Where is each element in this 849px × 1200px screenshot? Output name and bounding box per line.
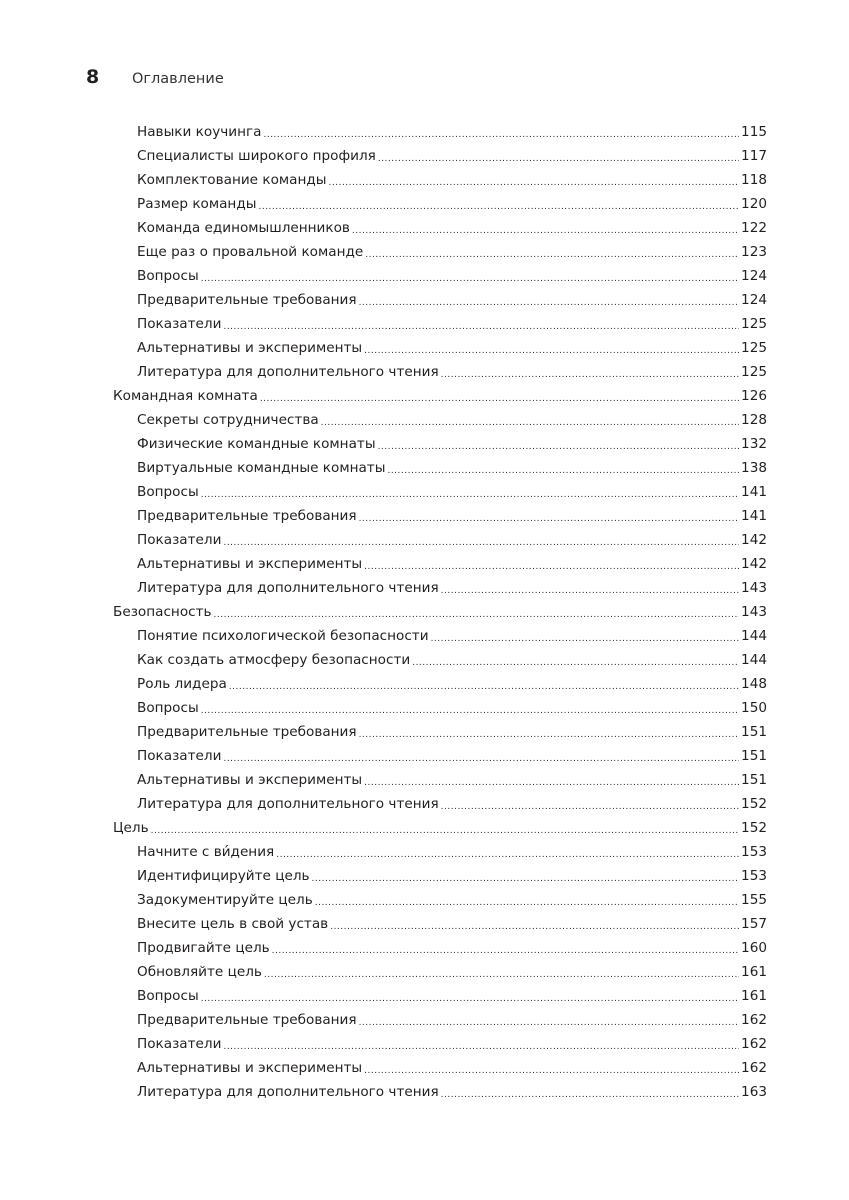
toc-entry-title: Внесите цель в свой устав: [137, 916, 329, 932]
toc-section-entry[interactable]: [137, 408, 767, 432]
toc-entry-title: Идентифицируйте цель: [137, 868, 310, 884]
toc-section-entry[interactable]: [137, 1080, 767, 1104]
toc-section-entry[interactable]: [137, 192, 767, 216]
toc-entry-page: 162: [741, 1036, 767, 1052]
dot-leader: [264, 970, 739, 980]
toc-section-entry[interactable]: [137, 1008, 767, 1032]
toc-entry-page: 157: [741, 916, 767, 932]
toc-section-entry[interactable]: [137, 744, 767, 768]
toc-section-entry[interactable]: [137, 912, 767, 936]
toc-entry-title: Показатели: [137, 748, 222, 764]
toc-entry-title: Предварительные требования: [137, 292, 357, 308]
toc-entry-title: Продвигайте цель: [137, 940, 270, 956]
toc-entry-title: Как создать атмосферу безопасности: [137, 652, 411, 668]
toc-section-entry[interactable]: [137, 288, 767, 312]
dot-leader: [260, 394, 739, 404]
toc-entry-title: Команда единомышленников: [137, 220, 350, 236]
toc-section-entry[interactable]: [137, 984, 767, 1008]
toc-entry-page: 153: [741, 844, 767, 860]
dot-leader: [441, 1090, 739, 1100]
toc-entry-title: Цель: [113, 820, 149, 836]
toc-entry-title: Задокументируйте цель: [137, 892, 313, 908]
toc-entry-page: 132: [741, 436, 767, 452]
dot-leader: [263, 130, 739, 140]
toc-section-entry[interactable]: [137, 696, 767, 720]
dot-leader: [223, 754, 739, 764]
toc-entry-title: Вопросы: [137, 700, 199, 716]
toc-section-entry[interactable]: [137, 888, 767, 912]
toc-entry-page: 141: [741, 508, 767, 524]
toc-entry-page: 125: [741, 364, 767, 380]
toc-entry-title: Понятие психологической безопасности: [137, 628, 429, 644]
toc-chapter-entry[interactable]: [113, 600, 767, 624]
toc-entry-title: Командная комната: [113, 388, 258, 404]
dot-leader: [364, 778, 739, 788]
toc-entry-page: 123: [741, 244, 767, 260]
toc-entry-page: 152: [741, 820, 767, 836]
toc-entry-page: 125: [741, 340, 767, 356]
dot-leader: [223, 322, 739, 332]
toc-entry-page: 124: [741, 292, 767, 308]
dot-leader: [359, 1018, 739, 1028]
toc-entry-title: Роль лидера: [137, 676, 227, 692]
toc-entry-page: 120: [741, 196, 767, 212]
dot-leader: [359, 730, 739, 740]
toc-chapter-entry[interactable]: [113, 384, 767, 408]
dot-leader: [201, 490, 739, 500]
dot-leader: [441, 586, 739, 596]
toc-section-entry[interactable]: [137, 936, 767, 960]
toc-entry-page: 115: [741, 124, 767, 140]
toc-section-entry[interactable]: [137, 216, 767, 240]
toc-entry-title: Альтернативы и эксперименты: [137, 340, 363, 356]
toc-entry-page: 155: [741, 892, 767, 908]
toc-entry-title: Предварительные требования: [137, 724, 357, 740]
dot-leader: [276, 850, 739, 860]
toc-chapter-entry[interactable]: [113, 816, 767, 840]
toc-section-entry[interactable]: [137, 1056, 767, 1080]
toc-entry-title: Альтернативы и эксперименты: [137, 556, 363, 572]
toc-section-entry[interactable]: [137, 576, 767, 600]
dot-leader: [229, 682, 739, 692]
toc-section-entry[interactable]: [137, 672, 767, 696]
running-title: Оглавление: [132, 71, 224, 87]
dot-leader: [223, 1042, 739, 1052]
toc-section-entry[interactable]: [137, 960, 767, 984]
dot-leader: [201, 274, 739, 284]
toc-entry-page: 128: [741, 412, 767, 428]
dot-leader: [431, 634, 739, 644]
toc-entry-title: Размер команды: [137, 196, 257, 212]
toc-section-entry[interactable]: [137, 720, 767, 744]
toc-entry-page: 163: [741, 1084, 767, 1100]
dot-leader: [272, 946, 739, 956]
toc-entry-title: Комплектование команды: [137, 172, 327, 188]
dot-leader: [321, 418, 739, 428]
toc-entry-title: Литература для дополнительного чтения: [137, 796, 439, 812]
toc-entry-title: Литература для дополнительного чтения: [137, 1084, 439, 1100]
toc-entry-title: Навыки коучинга: [137, 124, 262, 140]
toc-section-entry[interactable]: [137, 840, 767, 864]
toc-section-entry[interactable]: [137, 480, 767, 504]
toc-entry-page: 143: [741, 604, 767, 620]
toc-entry-page: 160: [741, 940, 767, 956]
toc-entry-page: 151: [741, 724, 767, 740]
toc-entry-title: Показатели: [137, 1036, 222, 1052]
toc-entry-title: Виртуальные командные комнаты: [137, 460, 386, 476]
toc-section-entry[interactable]: [137, 864, 767, 888]
toc-entry-title: Специалисты широкого профиля: [137, 148, 376, 164]
toc-section-entry[interactable]: [137, 1032, 767, 1056]
toc-entry-page: 142: [741, 556, 767, 572]
dot-leader: [378, 442, 739, 452]
dot-leader: [151, 826, 739, 836]
toc-section-entry[interactable]: [137, 360, 767, 384]
dot-leader: [223, 538, 739, 548]
dot-leader: [387, 466, 739, 476]
toc-section-entry[interactable]: [137, 240, 767, 264]
dot-leader: [352, 226, 739, 236]
toc-entry-page: 125: [741, 316, 767, 332]
toc-entry-title: Вопросы: [137, 484, 199, 500]
toc-section-entry[interactable]: [137, 336, 767, 360]
dot-leader: [258, 202, 739, 212]
dot-leader: [412, 658, 739, 668]
toc-entry-title: Предварительные требования: [137, 508, 357, 524]
toc-entry-page: 161: [741, 988, 767, 1004]
toc-entry-page: 152: [741, 796, 767, 812]
dot-leader: [378, 154, 739, 164]
toc-section-entry[interactable]: [137, 768, 767, 792]
dot-leader: [201, 706, 739, 716]
toc-entry-page: 126: [741, 388, 767, 404]
toc-entry-page: 118: [741, 172, 767, 188]
dot-leader: [359, 298, 739, 308]
toc-entry-page: 144: [741, 652, 767, 668]
dot-leader: [441, 370, 739, 380]
toc-section-entry[interactable]: [137, 456, 767, 480]
toc-section-entry[interactable]: [137, 792, 767, 816]
toc-section-entry[interactable]: [137, 312, 767, 336]
dot-leader: [365, 250, 739, 260]
toc-entry-page: 148: [741, 676, 767, 692]
toc-section-entry[interactable]: [137, 168, 767, 192]
toc-entry-title: Литература для дополнительного чтения: [137, 364, 439, 380]
dot-leader: [312, 874, 740, 884]
toc-section-entry[interactable]: [137, 552, 767, 576]
toc-entry-title: Показатели: [137, 316, 222, 332]
toc-entry-title: Начните с ви́дения: [137, 844, 275, 860]
toc-entry-page: 124: [741, 268, 767, 284]
toc-entry-title: Альтернативы и эксперименты: [137, 1060, 363, 1076]
toc-section-entry[interactable]: [137, 264, 767, 288]
toc-entry-title: Вопросы: [137, 268, 199, 284]
dot-leader: [214, 610, 740, 620]
toc-entry-page: 162: [741, 1060, 767, 1076]
dot-leader: [441, 802, 739, 812]
toc-entry-page: 117: [741, 148, 767, 164]
toc-entry-title: Литература для дополнительного чтения: [137, 580, 439, 596]
toc-entry-page: 141: [741, 484, 767, 500]
dot-leader: [364, 1066, 739, 1076]
toc-section-entry[interactable]: [137, 504, 767, 528]
toc-section-entry[interactable]: [137, 120, 767, 144]
dot-leader: [201, 994, 739, 1004]
toc-entry-title: Секреты сотрудничества: [137, 412, 319, 428]
toc-entry-title: Еще раз о провальной команде: [137, 244, 364, 260]
toc-entry-page: 161: [741, 964, 767, 980]
toc-entry-title: Физические командные комнаты: [137, 436, 376, 452]
toc-entry-page: 153: [741, 868, 767, 884]
toc-section-entry[interactable]: [137, 648, 767, 672]
toc-entry-title: Предварительные требования: [137, 1012, 357, 1028]
dot-leader: [315, 898, 739, 908]
toc-entry-page: 144: [741, 628, 767, 644]
toc-entry-title: Обновляйте цель: [137, 964, 262, 980]
dot-leader: [329, 178, 740, 188]
toc-section-entry[interactable]: [137, 144, 767, 168]
toc-entry-title: Безопасность: [113, 604, 212, 620]
dot-leader: [364, 346, 739, 356]
running-header: [86, 66, 224, 88]
dot-leader: [359, 514, 739, 524]
toc-entry-page: 151: [741, 772, 767, 788]
toc-entry-page: 122: [741, 220, 767, 236]
toc-section-entry[interactable]: [137, 432, 767, 456]
toc-entry-page: 150: [741, 700, 767, 716]
toc-entry-page: 162: [741, 1012, 767, 1028]
page-number: 8: [86, 66, 100, 88]
toc-entry-page: 151: [741, 748, 767, 764]
toc-entry-title: Вопросы: [137, 988, 199, 1004]
toc-entry-page: 142: [741, 532, 767, 548]
toc-section-entry[interactable]: [137, 528, 767, 552]
toc-entry-title: Альтернативы и эксперименты: [137, 772, 363, 788]
toc-entry-page: 138: [741, 460, 767, 476]
toc-section-entry[interactable]: [137, 624, 767, 648]
toc-entry-title: Показатели: [137, 532, 222, 548]
dot-leader: [364, 562, 739, 572]
dot-leader: [330, 922, 739, 932]
toc-entry-page: 143: [741, 580, 767, 596]
